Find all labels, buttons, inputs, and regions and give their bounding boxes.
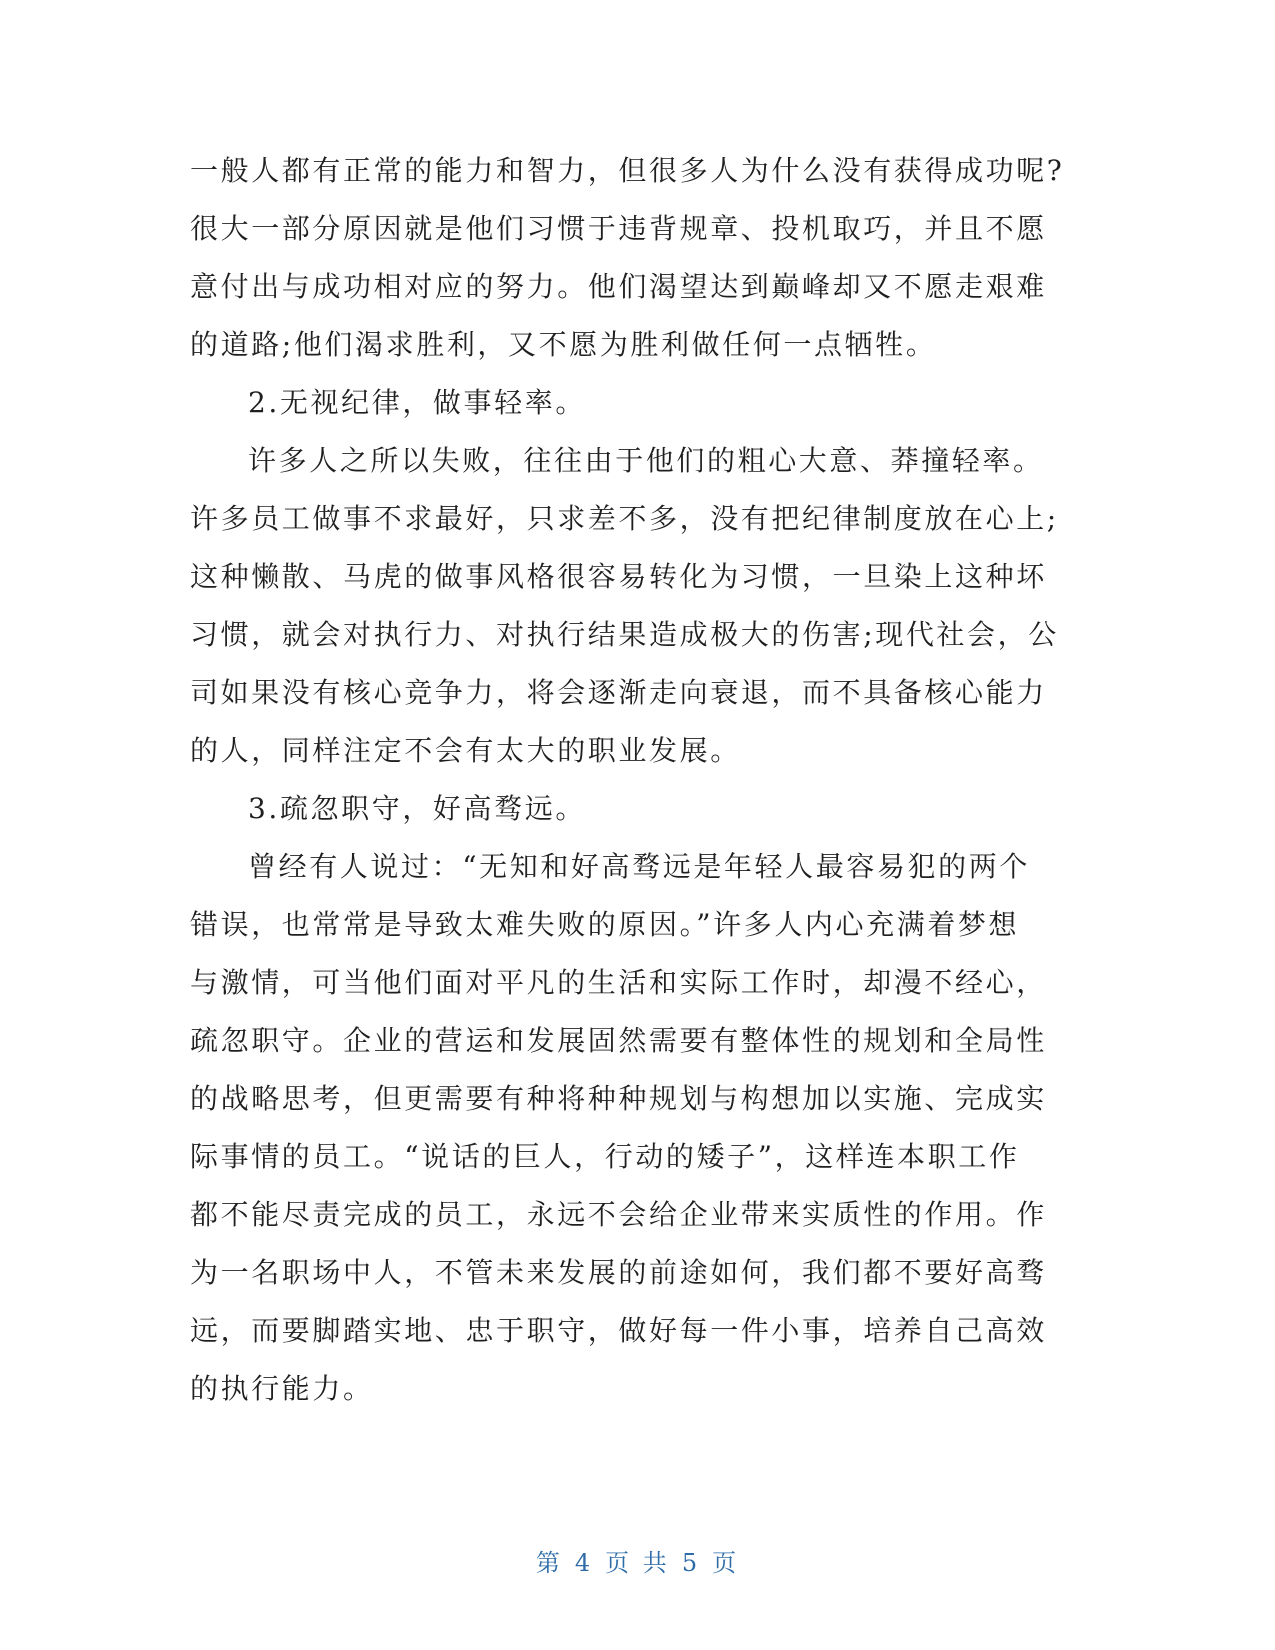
text-line: 习惯，就会对执行力、对执行结果造成极大的伤害;现代社会，公 (190, 618, 1059, 651)
text-line: 远，而要脚踏实地、忠于职守，做好每一件小事，培养自己高效 (190, 1314, 1047, 1347)
footer-prefix: 第 (535, 1549, 563, 1577)
text-line: 意付出与成功相对应的努力。他们渴望达到巅峰却又不愿走艰难 (190, 270, 1047, 303)
paragraph-3 (190, 838, 1070, 1418)
page-footer (0, 1543, 1275, 1578)
text-line: 际事情的员工。“说话的巨人，行动的矮子”，这样连本职工作 (190, 1140, 1020, 1173)
text-line: 疏忽职守。企业的营运和发展固然需要有整体性的规划和全局性 (190, 1024, 1047, 1057)
text-line: 错误，也常常是导致太难失败的原因。”许多人内心充满着梦想 (190, 908, 1020, 941)
section-heading-3: 3.疏忽职守，好高骛远。 (248, 792, 586, 825)
section-heading-2: 2.无视纪律，做事轻率。 (248, 386, 586, 419)
text-line: 的执行能力。 (190, 1372, 374, 1405)
text-line: 的战略思考，但更需要有种将种种规划与构想加以实施、完成实 (190, 1082, 1047, 1115)
text-line: 一般人都有正常的能力和智力，但很多人为什么没有获得成功呢? (190, 154, 1065, 187)
text-line: 许多人之所以失败，往往由于他们的粗心大意、莽撞轻率。 (248, 444, 1044, 477)
footer-suffix: 页 (712, 1549, 740, 1577)
text-line: 都不能尽责完成的员工，永远不会给企业带来实质性的作用。作 (190, 1198, 1047, 1231)
text-line: 很大一部分原因就是他们习惯于违背规章、投机取巧，并且不愿 (190, 212, 1047, 245)
text-line: 的道路;他们渴求胜利，又不愿为胜利做任何一点牺牲。 (190, 328, 937, 361)
text-line: 这种懒散、马虎的做事风格很容易转化为习惯，一旦染上这种坏 (190, 560, 1047, 593)
footer-page-number: 4 (574, 1549, 594, 1577)
text-line: 的人，同样注定不会有太大的职业发展。 (190, 734, 741, 767)
text-line: 许多员工做事不求最好，只求差不多，没有把纪律制度放在心上; (190, 502, 1059, 535)
text-line: 与激情，可当他们面对平凡的生活和实际工作时，却漫不经心， (190, 966, 1047, 999)
text-line: 司如果没有核心竞争力，将会逐渐走向衰退，而不具备核心能力 (190, 676, 1047, 709)
text-line: 为一名职场中人，不管未来发展的前途如何，我们都不要好高骛 (190, 1256, 1047, 1289)
footer-middle: 页 共 (605, 1549, 670, 1577)
text-line: 曾经有人说过：“无知和好高骛远是年轻人最容易犯的两个 (248, 850, 1030, 883)
paragraph-2 (190, 432, 1070, 780)
paragraph-intro (190, 142, 1070, 374)
footer-total-pages: 5 (681, 1549, 701, 1577)
document-body (190, 142, 1070, 1418)
